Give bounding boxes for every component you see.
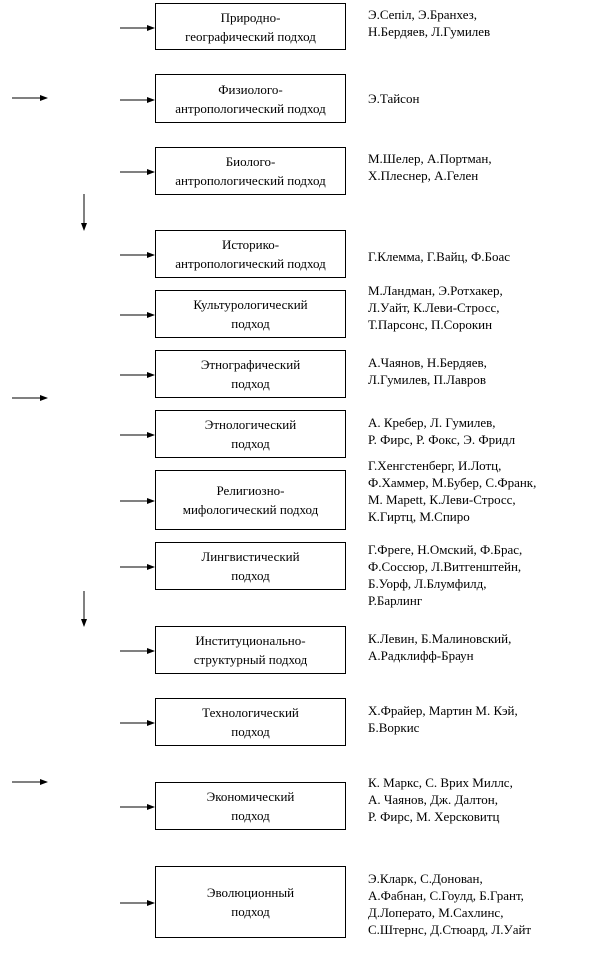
authors-text [368,541,522,609]
approach-name-line: подход [231,904,270,919]
author-line: Э.Кларк, С.Донован, [368,871,483,886]
approach-name-line: Лингвистический [201,549,300,564]
approach-box [155,698,346,746]
author-line: Р. Фирс, М. Херсковитц [368,809,500,824]
author-line: Л.Гумилев, П.Лавров [368,372,486,387]
approach-name-line: подход [231,376,270,391]
author-line: А.Чаянов, Н.Бердяев, [368,355,487,370]
author-line: Н.Бердяев, Л.Гумилев [368,24,491,39]
approach-name-line: антропологический подход [175,256,326,271]
approach-name-line: Технологический [202,705,299,720]
author-line: Х.Плеснер, А.Гелен [368,168,479,183]
approach-name-line: Этнологический [204,417,297,432]
author-line: Г.Хенгстенберг, И.Лотц, [368,458,502,473]
approach-name-line: антропологический подход [175,100,326,116]
approach-name-line: подход [231,568,270,583]
approach-box [155,542,346,590]
approach-name-line: Историко- [221,237,280,252]
approach-name-line: Религиозно- [216,483,285,498]
approach-name-line: Физиолого- [218,81,283,97]
approach-name-line: Биолого- [225,154,276,169]
authors-text [368,150,492,184]
approach-name-line: географический подход [185,28,316,44]
approach-name-line: подход [231,724,270,739]
author-line: Б.Воркис [368,720,420,735]
approach-box [155,350,346,398]
authors-text [368,457,536,525]
author-line: К. Маркс, С. Врих Миллс, [368,775,513,790]
author-line: Э.Тайсон [368,91,420,106]
approach-box [155,626,346,674]
approach-box [155,470,346,530]
authors-text [368,90,419,107]
author-line: К.Гиртц, М.Спиро [368,509,470,524]
approach-name-line: подход [231,316,270,331]
authors-text [368,702,518,736]
approach-name-line: Институционально- [195,633,306,648]
author-line: С.Штернс, Д.Стюард, Л.Уайт [368,922,532,937]
author-line: Ф.Хаммер, М.Бубер, С.Франк, [368,475,537,490]
approach-name-line: Эволюционный [206,885,295,900]
approach-name-line: подход [231,436,270,451]
author-line: Л.Уайт, К.Леви-Стросс, [368,300,500,315]
authors-text [368,6,490,40]
approach-box [155,290,346,338]
approach-name-line: Экономический [206,789,295,804]
approach-box [155,147,346,195]
author-line: Р.Барлинг [368,593,423,608]
authors-text [368,774,513,825]
author-line: А.Радклифф-Браун [368,648,474,663]
approach-box [155,782,346,830]
author-line: М.Ландман, Э.Ротхакер, [368,283,503,298]
authors-text [368,414,515,448]
approach-box [155,866,346,938]
authors-text [368,630,511,664]
authors-text [368,870,531,938]
approach-name-line: антропологический подход [175,173,326,188]
authors-text [368,248,510,265]
approach-box [155,410,346,458]
approach-box [155,3,346,50]
author-line: А.Фабнан, С.Гоулд, Б.Грант, [368,888,524,903]
author-line: Т.Парсонс, П.Сорокин [368,317,493,332]
author-line: Г.Клемма, Г.Вайц, Ф.Боас [368,249,511,264]
approach-name-line: Этнографический [200,357,301,372]
authors-text [368,354,487,388]
author-line: Х.Фрайер, Мартин М. Кэй, [368,703,518,718]
authors-text [368,282,503,333]
approach-box [155,230,346,278]
author-line: А. Кребер, Л. Гумилев, [368,415,496,430]
author-line: Б.Уорф, Л.Блумфилд, [368,576,487,591]
author-line: Д.Лоперато, М.Сахлинс, [368,905,504,920]
author-line: Э.Сепіл, Э.Бранхез, [368,7,478,22]
author-line: А. Чаянов, Дж. Далтон, [368,792,498,807]
approach-name-line: Культурологический [193,297,308,312]
author-line: Ф.Соссюр, Л.Витгенштейн, [368,559,522,574]
author-line: К.Левин, Б.Малиновский, [368,631,512,646]
author-line: М.Шелер, А.Портман, [368,151,492,166]
approach-name-line: структурный подход [193,652,308,667]
approach-name-line: Природно- [220,9,281,25]
approach-name-line: мифологический подход [182,502,319,517]
author-line: М. Марett, К.Леви-Стросс, [368,492,516,507]
approach-name-line: подход [231,808,270,823]
author-line: Г.Фреге, Н.Омский, Ф.Брас, [368,542,523,557]
approach-box [155,74,346,123]
author-line: Р. Фирс, Р. Фокс, Э. Фридл [368,432,516,447]
